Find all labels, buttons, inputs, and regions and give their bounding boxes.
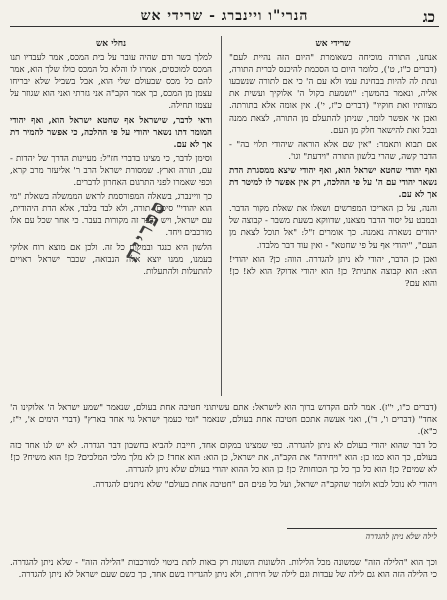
paragraph: וכך הוא "הלילה הזה" שמשונה מכל הלילות. הלשונות השונות רק באות לתת ביטוי למורכבות "הלילה הזה" - שלא ניתן להגדרה. כי הלילה הזה הוא גם לילה של עבדות וגם לילה של חירות, ולא ניתן להגדירו בשם אחד, כך כשם שעם ישראל לא ניתן להגדרה. xyxy=(10,557,437,580)
paragraph: אם תבוא ותאמר: "אין שם אלא הוראה שיהודי תלוי בה" - הדבר קשה, שהרי בלשון התורה "וידעת" וגו'. xyxy=(229,139,437,162)
full-width-section xyxy=(10,402,437,530)
right-column xyxy=(229,38,437,394)
left-column xyxy=(10,38,212,394)
paragraph: אנחנו, התורה מוכיחה כשאומרת "היום הזה נהיית לעם" (דברים כ"ז, ט'), כלומר היום בו הסכמת להיכנס לברית התורה, ונתת לה להיות בבחינת עמו ולא עם ה' כי אם לתורה שנשבעו אליה, ונאמר בהמשך: "ושמעת בקול ה' אלוקיך ועשית את מצוותיו ואת חוקיו" (דברים כ"ז, י'). אין אומה אלא בתורתה. ואכן אי אפשר לומר, שניתן להתעלם מן התורה, לצאת ממנה ובכל זאת להישאר חלק מן העם. xyxy=(229,53,437,136)
bold-paragraph: ודאי לדבר, שישראל אף שחטא ישראל הוא, ואף יהודי המומר דתו נשאר יהודי על פי ההלכה, כי אפשר להמיר דת אך לא עם. xyxy=(10,115,212,150)
paragraph: ואכן כן הדבר, יהודי לא ניתן להגדרה. הווה: כן? הוא יהודי! הוא: הוא קבוצה אתנית? כן! הוא יהודי אדוק? הוא לא! כן! והוא עם? xyxy=(229,254,437,289)
paragraph: ויהודי לא נוכל לבוא ולומר שהקב"ה ישראל, ועל כל פנים הם "חטיבה אחת בעולם" שלא ניתנים להגדרה. xyxy=(92,479,437,490)
paragraph: כך וויינברג, בשאלה המפורסמת לראש הממשלה בשאלת "מי הוא יהודי" סיכם: תורה, ולא לבד בלבד, אלא הדת היהודית, עם ישראל, ויש לדבר זה מקורות בעבר. כי אחר שכל עם אלו מורכבים ויחד. xyxy=(10,192,212,239)
section-rule xyxy=(287,528,437,529)
paragraph: וסימן לדבר, כי מצינו בדברי חז"ל: מעיינות הדרך של יהדות - עם, תורה וארץ. שמסורת ישראל הרב ר' אליעזר מרב קרא, וכפי שאמרו לפני התרגום האחרון לדברים. xyxy=(10,153,212,189)
paragraph: למלך בשר ודם שהיה עובר על בית המכס, אמר לעבדיו תנו המכס למוכסים, אמרו לו והלא כל המכס כולו שלך הוא, אמר להם כל מכס שבעולם שלי הוא, אבל בשביל שלא יבריחו עצמן מן המכס, כך אמר הקב"ה אני גזרתי ואני הוא שגוזר על עצמו תחילה. xyxy=(10,53,212,112)
header-rule xyxy=(10,26,439,27)
page-number: כג xyxy=(422,8,435,26)
right-column-heading: שרידי אש xyxy=(315,39,351,49)
paragraph: והנה, על כן האריכו המפרשים ושאלו את שאלת מקור הדבר. ובמבט על יסוד הדבר מצאנו, שדווקא בשעת משבר - קבוצה של יהודים נשארה נאמנה. כך אומרים ז"ל: "אל תוכל לצאת מן העם", "יהודי אף על פי שחטא" - ואין עוד דבר מלבדו. xyxy=(229,204,437,251)
left-column-heading: נחלי אש xyxy=(95,39,127,49)
column-divider xyxy=(221,36,222,396)
running-title: הנרי"ו ויינברג - שרידי אש xyxy=(140,8,309,24)
running-header xyxy=(12,6,437,28)
paragraph: כל דבר שהוא יהודי בעולם לא ניתן להגדרה. כפי שמצינו במקום אחד, חייבת להביא בחשבון דבר הגדרה. לא יש לנו אחד כזה בעולם, כך הוא כמו כן: הוא "ויחידה" את הקב"ה, את ישראל, כן הוא: הוא אחד! כן לא מלך מלכי המלכים? כן! הוא משיח? כן! לא שמים? כן! הוא כל כך כל כך הכוחות? כן! כן הוא כל ההוא יהודי בעולם שלא ניתן להגדרה. xyxy=(10,441,437,476)
bold-paragraph: ואף יהודי שחטא ישראל הוא, ואף יהודי שיצא ממסגרת הדת נשאר יהודי עם ה' על פי ההלכה, רק אין אפשר לו למיטר דת אך לא עם. xyxy=(229,165,437,201)
paragraph: (דברים כ"ו, י"ז). אמר להם הקדוש ברוך הוא לישראל: אתם עשיתוני חטיבה אחת בעולם, שנאמר "שמע ישראל ה' אלוקינו ה' אחד" (דברים ו', ד'), ואני אעשה אתכם חטיבה אחת בעולם, שנאמר "ומי כעמך ישראל גוי אחד בארץ" (דברי הימים א', י"ז, כ"א). xyxy=(10,403,437,438)
bottom-section xyxy=(10,548,437,596)
paragraph: הלשון היא כנגד ובמקום כל זה. ולכן אם מוצא רוח אלוקי בעמנו, ממנו יוצא אלה הנבואה, שכבר ישראל ראויים להתעלות ולהתעלות. xyxy=(10,242,212,277)
section-title: לילה שלא ניתן להגדרה xyxy=(365,532,437,541)
library-stamp: ספריית xyxy=(118,195,172,266)
